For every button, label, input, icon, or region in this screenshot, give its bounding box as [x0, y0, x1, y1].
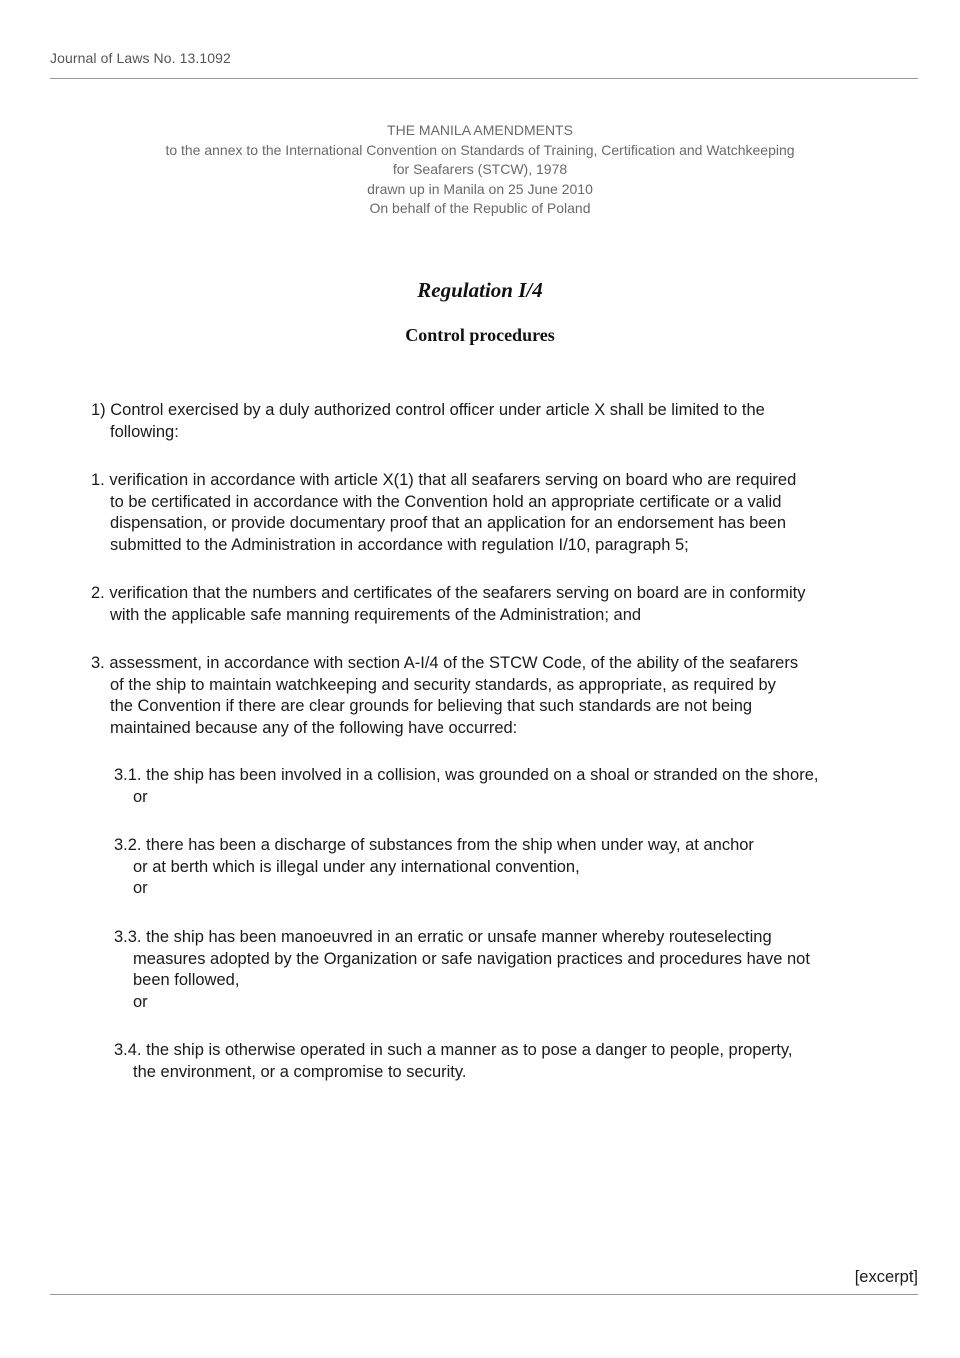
excerpt-note: [excerpt] [854, 1268, 918, 1286]
paragraph-line: of the ship to maintain watchkeeping and security standards, as appropriate, as required by [110, 675, 776, 694]
intro-line: THE MANILA AMENDMENTS [387, 122, 573, 138]
paragraph-line: submitted to the Administration in accordance with regulation I/10, paragraph 5; [110, 535, 689, 554]
paragraph-line: measures adopted by the Organization or safe navigation practices and procedures have not [133, 949, 810, 968]
sub-item-3-4 [114, 1040, 792, 1083]
paragraph-intro [91, 400, 765, 443]
paragraph-lead: 2. verification that the numbers and certificates of the seafarers serving on board are in conformity [91, 584, 806, 602]
paragraph-line: dispensation, or provide documentary proof that an application for an endorsement has been [110, 514, 787, 532]
journal-reference: Journal of Laws No. 13.1092 [50, 50, 231, 66]
paragraph-line: the environment, or a compromise to security. [133, 1062, 467, 1081]
sub-item-3-2 [114, 835, 754, 900]
paragraph-line: or at berth which is illegal under any international convention, [133, 857, 580, 876]
paragraph-line: the Convention if there are clear grounds for believing that such standards are not being [110, 697, 753, 715]
paragraph-line: or [133, 992, 148, 1011]
footer-divider [50, 1294, 918, 1295]
paragraph-line: or [133, 879, 148, 897]
intro-line: drawn up in Manila on 25 June 2010 [367, 180, 593, 197]
document-intro [0, 121, 960, 219]
paragraph-line: following: [110, 422, 179, 441]
paragraph-line: with the applicable safe manning requirements of the Administration; and [110, 605, 642, 624]
paragraph-lead: 3. assessment, in accordance with section A-I/4 of the STCW Code, of the ability of the seafarers [91, 654, 799, 672]
intro-line: On behalf of the Republic of Poland [369, 200, 591, 217]
page-header [50, 50, 918, 79]
paragraph-lead: 1) Control exercised by a duly authorized control officer under article X shall be limited to the [91, 401, 765, 419]
list-item-3 [91, 653, 798, 739]
paragraph-lead: 3.3. the ship has been manoeuvred in an erratic or unsafe manner whereby routeselecting [114, 928, 772, 946]
paragraph-lead: 1. verification in accordance with article X(1) that all seafarers serving on board who are required [91, 471, 797, 489]
paragraph-line: been followed, [133, 971, 240, 989]
paragraph-lead: 3.1. the ship has been involved in a collision, was grounded on a shoal or stranded on the shore, [114, 766, 819, 784]
paragraph-lead: 3.2. there has been a discharge of substances from the ship when under way, at anchor [114, 836, 754, 854]
regulation-subtitle: Control procedures [405, 325, 555, 345]
paragraph-line: maintained because any of the following have occurred: [110, 718, 518, 737]
paragraph-lead: 3.4. the ship is otherwise operated in such a manner as to pose a danger to people, property, [114, 1041, 793, 1059]
sub-item-3-1 [114, 765, 818, 808]
paragraph-line: to be certificated in accordance with the Convention hold an appropriate certificate or a valid [110, 492, 782, 511]
paragraph-line: or [133, 787, 148, 806]
intro-line: for Seafarers (STCW), 1978 [392, 161, 568, 178]
intro-line: to the annex to the International Convention on Standards of Training, Certification and Watchkeeping [165, 141, 795, 158]
regulation-title: Regulation I/4 [417, 278, 543, 302]
sub-item-3-3 [114, 927, 810, 1013]
list-item-2 [91, 583, 805, 626]
list-item-1 [91, 470, 796, 556]
